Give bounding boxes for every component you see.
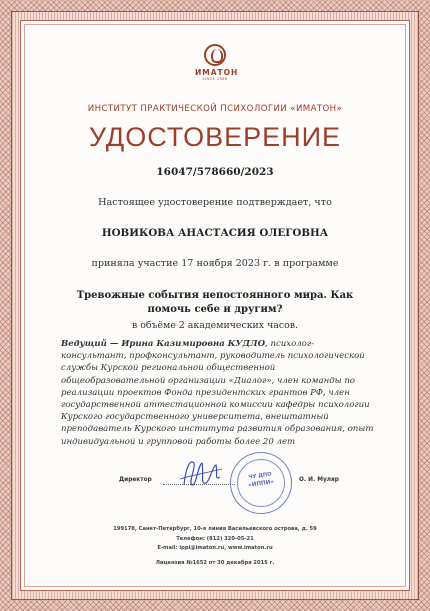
stamp-line-2: «ИППИ» <box>247 479 275 489</box>
participation-text: приняла участие 17 ноября 2023 г. в программе <box>91 258 339 269</box>
host-details: , психолог-консультант, профконсультант, руководитель психологической службы Курской региональной общественной общеобразовательной организации «Диалог», член команды по реализации проектов Фонда президентских грантов РФ, член государственной аттестационной комиссии кафедры психологии Курского государственного университета, внештатный преподаватель Курского института развития образования, опыт индивидуальной и групповой работы более 20 лет <box>61 339 374 447</box>
footer-license: Лицензия №1652 от 30 декабря 2015 г. <box>155 560 275 566</box>
volume-text: в объёме 2 академических часов. <box>131 320 299 331</box>
institute-name: ИНСТИТУТ ПРАКТИЧЕСКОЙ ПСИХОЛОГИИ «ИМАТОН» <box>87 104 343 114</box>
stamp-line-1: ЧУ ДПО <box>248 471 273 481</box>
footer-address: 199178, Санкт-Петербург, 10-я линия Васильевского острова, д. 59 <box>113 526 317 532</box>
certificate-title: УДОСТОВЕРЕНИЕ <box>88 122 342 152</box>
footer-contacts: E-mail: ippi@imaton.ru, www.imaton.ru <box>157 545 273 551</box>
program-title: Тревожные события непостоянного мира. Как помочь себе и другим? <box>76 290 354 315</box>
logo-emblem-icon <box>204 44 226 66</box>
confirm-text: Настоящее удостоверение подтверждает, что <box>98 197 332 208</box>
footer-phone: Телефон: (812) 320-05-21 <box>176 536 254 542</box>
logo-name: ИМАТОН <box>195 68 239 77</box>
recipient-name: НОВИКОВА АНАСТАСИЯ ОЛЕГОВНА <box>101 227 329 239</box>
imaton-logo <box>195 44 239 81</box>
director-label: Директор <box>119 477 152 483</box>
certificate-number: 16047/578660/2023 <box>156 166 274 178</box>
director-name: О. И. Муляр <box>299 477 339 483</box>
host-description <box>61 338 379 448</box>
director-signature <box>176 455 224 495</box>
logo-since: SINCE 1988 <box>202 77 228 81</box>
host-lead: Ведущий — Ирина Казимировна КУДЛО <box>61 339 266 349</box>
